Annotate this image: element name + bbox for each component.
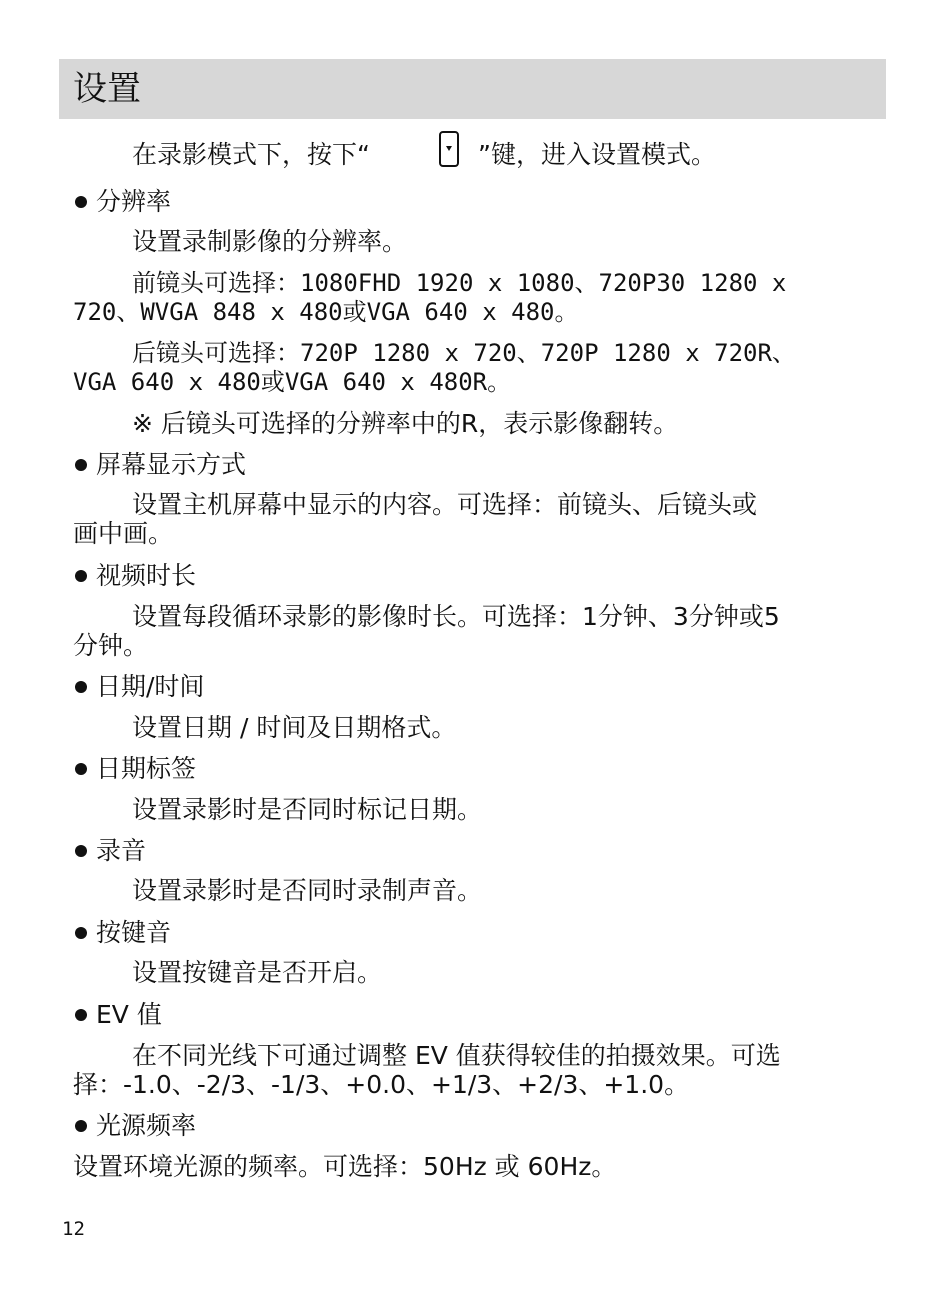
bullet-icon bbox=[75, 1009, 87, 1021]
bullet-icon bbox=[75, 196, 87, 208]
section-heading: 日期/时间 bbox=[96, 672, 205, 701]
section-note: ※ 后镜头可选择的分辨率中的R，表示影像翻转。 bbox=[132, 409, 679, 438]
section-text: 择：-1.0、-2/3、-1/3、+0.0、+1/3、+2/3、+1.0。 bbox=[73, 1070, 690, 1099]
section-text: 设置主机屏幕中显示的内容。可选择：前镜头、后镜头或 bbox=[132, 490, 758, 519]
bullet-icon bbox=[75, 459, 87, 471]
section-text: 前镜头可选择：1080FHD 1920 x 1080、720P30 1280 x bbox=[132, 269, 787, 297]
section-text: 在不同光线下可通过调整 EV 值获得较佳的拍摄效果。可选 bbox=[132, 1041, 781, 1070]
section-heading: 视频时长 bbox=[96, 561, 197, 590]
section-heading: 日期标签 bbox=[96, 754, 197, 783]
section-heading: 光源频率 bbox=[96, 1111, 197, 1140]
section-heading: 分辨率 bbox=[96, 187, 172, 216]
down-button-icon bbox=[439, 131, 459, 167]
bullet-icon bbox=[75, 763, 87, 775]
bullet-icon bbox=[75, 927, 87, 939]
section-text: 720、WVGA 848 x 480或VGA 640 x 480。 bbox=[73, 298, 579, 326]
section-heading: 屏幕显示方式 bbox=[96, 450, 247, 479]
section-text: 设置环境光源的频率。可选择：50Hz 或 60Hz。 bbox=[73, 1152, 617, 1181]
page-number: 12 bbox=[62, 1218, 85, 1240]
page-title: 设置 bbox=[73, 69, 141, 109]
section-title-bar bbox=[59, 59, 886, 119]
section-heading: EV 值 bbox=[96, 1000, 162, 1029]
section-text: 设置每段循环录影的影像时长。可选择：1分钟、3分钟或5 bbox=[132, 602, 780, 631]
bullet-icon bbox=[75, 1120, 87, 1132]
bullet-icon bbox=[75, 845, 87, 857]
section-heading: 按键音 bbox=[96, 918, 172, 947]
intro-text-after: ”键，进入设置模式。 bbox=[478, 140, 716, 169]
section-text: 分钟。 bbox=[73, 631, 149, 660]
section-text: 后镜头可选择：720P 1280 x 720、720P 1280 x 720R、 bbox=[132, 339, 796, 367]
section-text: VGA 640 x 480或VGA 640 x 480R。 bbox=[73, 368, 512, 396]
bullet-icon bbox=[75, 681, 87, 693]
section-text: 设置录影时是否同时录制声音。 bbox=[132, 876, 483, 905]
section-text: 设置日期 / 时间及日期格式。 bbox=[132, 713, 457, 742]
intro-text-before: 在录影模式下，按下“ bbox=[132, 140, 370, 169]
section-text: 设置录制影像的分辨率。 bbox=[132, 227, 408, 256]
section-text: 设置录影时是否同时标记日期。 bbox=[132, 795, 483, 824]
section-text: 设置按键音是否开启。 bbox=[132, 958, 383, 987]
section-heading: 录音 bbox=[96, 836, 147, 865]
section-text: 画中画。 bbox=[73, 519, 174, 548]
bullet-icon bbox=[75, 570, 87, 582]
